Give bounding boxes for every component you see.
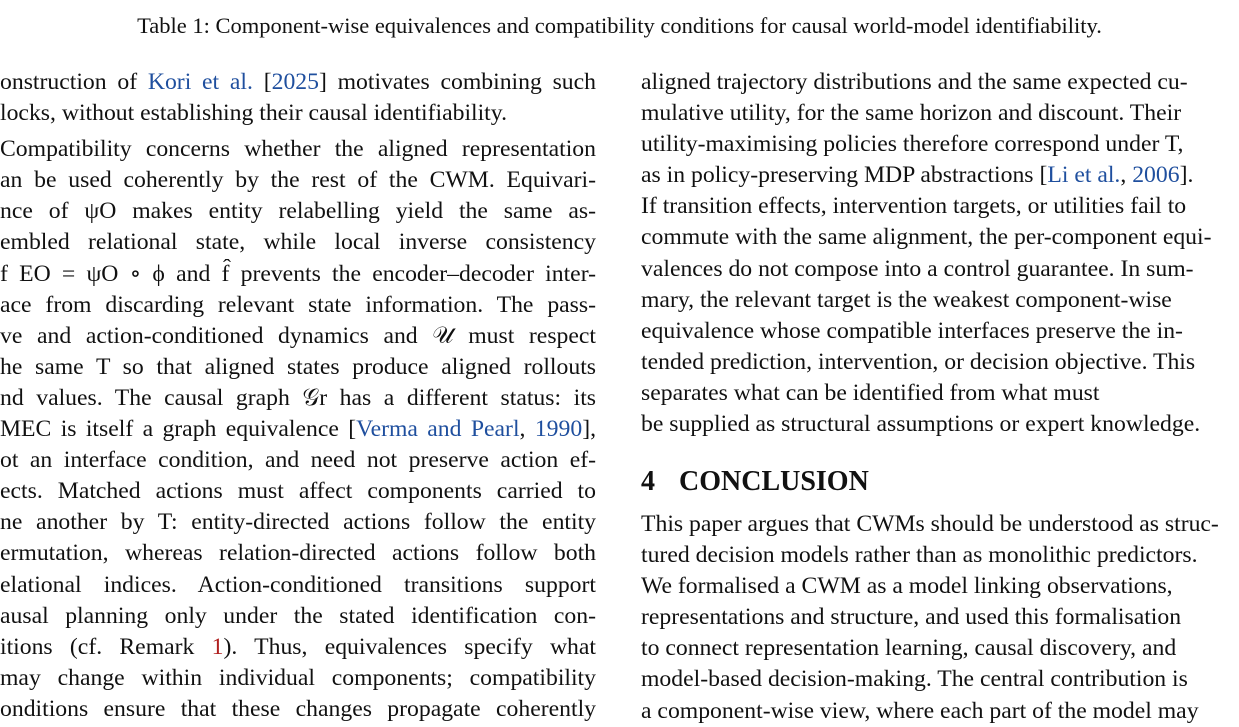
section-number: 4	[641, 466, 655, 497]
text-line: aligned trajectory distributions and the same expected cu-	[641, 69, 1188, 95]
text-line: utility-maximising policies therefore correspond under T,	[641, 131, 1184, 158]
citation-verma-link[interactable]: Verma and Pearl	[356, 416, 520, 443]
text-line: valences do not compose into a control guarantee. In sum-	[641, 255, 1194, 282]
section-title: CONCLUSION	[679, 466, 869, 497]
text-line: ne another by T: entity-directed actions follow the entity	[0, 509, 596, 536]
left-column	[0, 67, 596, 725]
text-line: locks, without establishing their causal identifiability.	[0, 100, 507, 127]
text-line: an be used coherently by the rest of the CWM. Equivari-	[0, 167, 596, 194]
text-line: Compatibility concerns whether the aligned representation	[0, 136, 596, 163]
text-line: ects. Matched actions must affect components carried to	[0, 478, 596, 505]
text-line: he same T so that aligned states produce aligned rollouts	[0, 353, 596, 380]
text-line: separates what can be identified from what must	[641, 379, 1100, 406]
text-line: MEC is itself a graph equivalence [Verma and Pearl, 1990],	[0, 416, 596, 443]
text-line: equivalence whose compatible interfaces preserve the in-	[641, 317, 1183, 344]
text-line: model-based decision-making. The central contribution is	[641, 666, 1188, 693]
text-line: This paper argues that CWMs should be understood as struc-	[641, 511, 1219, 537]
citation-li-link[interactable]: Li et al.	[1047, 162, 1121, 189]
citation-li-year-link[interactable]: 2006	[1132, 162, 1180, 189]
text-line: onstruction of Kori et al. [2025] motivates combining such	[0, 69, 596, 95]
text-line: tended prediction, intervention, or decision objective. This	[641, 348, 1196, 375]
text-line: We formalised a CWM as a model linking observations,	[641, 573, 1173, 600]
text-line: ot an interface condition, and need not preserve action ef-	[0, 447, 596, 474]
citation-kori-link[interactable]: Kori et al.	[147, 69, 253, 95]
text-line: nce of ψO makes entity relabelling yield the same as-	[0, 198, 596, 225]
text-line: as in policy-preserving MDP abstractions [Li et al., 2006].	[641, 162, 1194, 189]
right-column	[641, 67, 1239, 440]
text-line: itions (cf. Remark 1). Thus, equivalences specify what	[0, 633, 596, 660]
text-line: tured decision models rather than as monolithic predictors.	[641, 542, 1198, 569]
table-caption: Table 1: Component-wise equivalences and compatibility conditions for causal world-model identifiability.	[137, 13, 1102, 38]
text-line: nd values. The causal graph 𝒢r has a different status: its	[0, 384, 596, 411]
text-line: representations and structure, and used this formalisation	[641, 604, 1182, 631]
text-line: mulative utility, for the same horizon and discount. Their	[641, 100, 1182, 127]
text-line: a component-wise view, where each part of the model may	[641, 697, 1199, 724]
text-line: commute with the same alignment, the per-component equi-	[641, 224, 1212, 251]
text-line: onditions ensure that these changes propagate coherently	[0, 695, 596, 722]
text-line: may change within individual components; compatibility	[0, 664, 596, 691]
text-line: elational indices. Action-conditioned transitions support	[0, 571, 596, 598]
text-line: ermutation, whereas relation-directed actions follow both	[0, 540, 596, 567]
text-line: ve and action-conditioned dynamics and 𝒰 must respect	[0, 322, 596, 349]
text-line: mary, the relevant target is the weakest component-wise	[641, 286, 1172, 313]
text-line: ausal planning only under the stated identification con-	[0, 602, 596, 629]
remark-ref-link[interactable]: 1	[211, 633, 224, 660]
citation-kori-year-link[interactable]: 2025	[271, 69, 319, 95]
text-line: be supplied as structural assumptions or expert knowledge.	[641, 411, 1201, 438]
text-line: ace from discarding relevant state information. The pass-	[0, 291, 596, 318]
text-line: f EO = ψO ∘ ϕ and f̂ prevents the encoder–decoder inter-	[0, 260, 596, 287]
text-line: If transition effects, intervention targets, or utilities fail to	[641, 193, 1187, 220]
conclusion-body	[641, 509, 1239, 727]
section-heading	[641, 464, 869, 500]
citation-verma-year-link[interactable]: 1990	[534, 416, 583, 443]
text-line: embled relational state, while local inverse consistency	[0, 229, 596, 256]
text-line: to connect representation learning, causal discovery, and	[641, 635, 1177, 662]
